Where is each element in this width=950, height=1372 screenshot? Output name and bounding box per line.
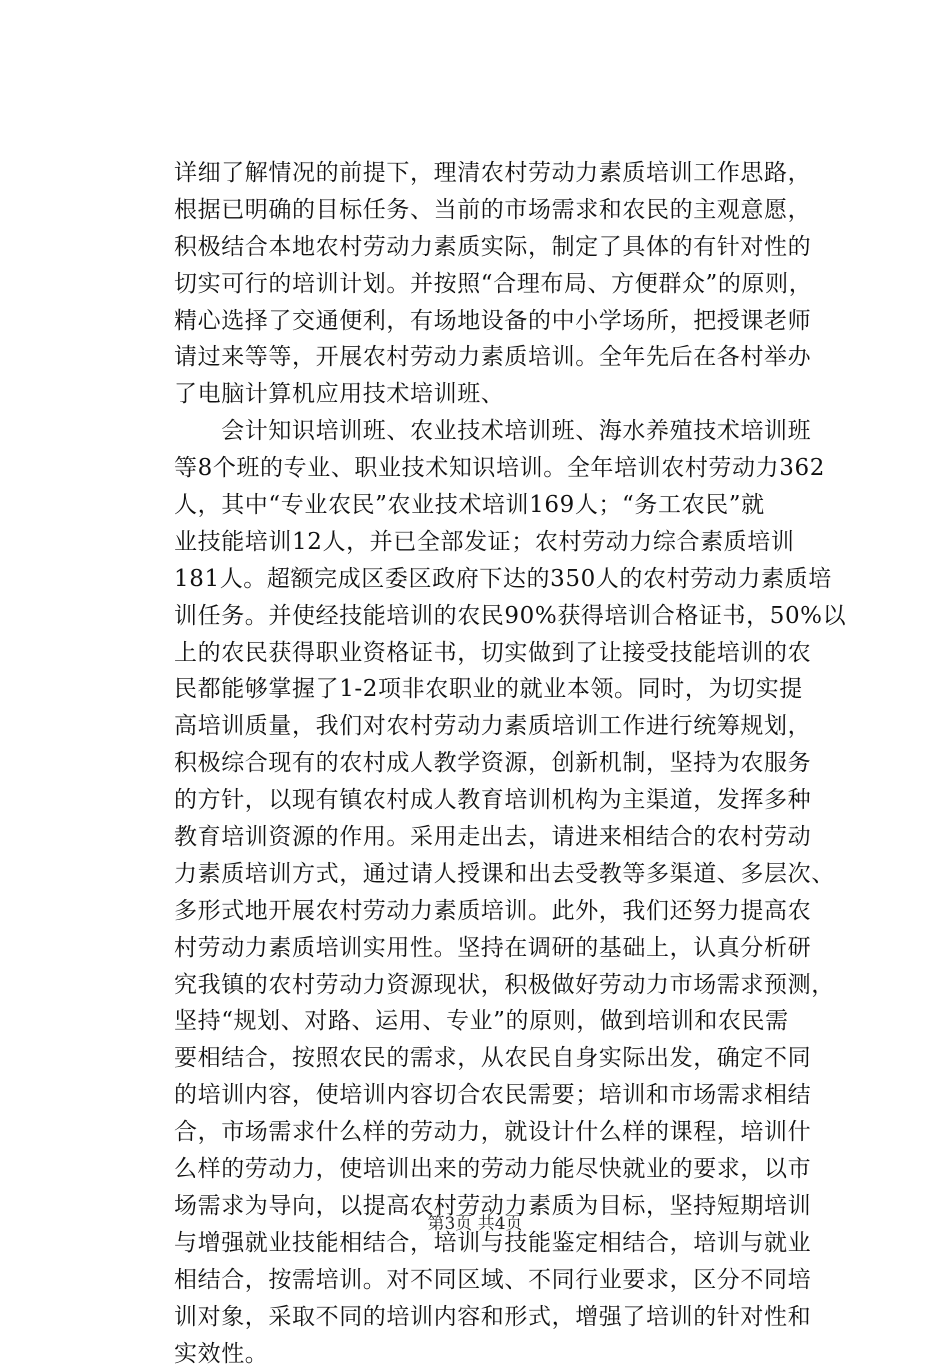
text-line: 与增强就业技能相结合，培训与技能鉴定相结合，培训与就业 bbox=[174, 1225, 824, 1262]
text-line: 高培训质量，我们对农村劳动力素质培训工作进行统筹规划， bbox=[174, 708, 824, 745]
text-line: 力素质培训方式，通过请人授课和出去受教等多渠道、多层次、 bbox=[174, 856, 824, 893]
text-line: 181人。超额完成区委区政府下达的350人的农村劳动力素质培 bbox=[174, 561, 824, 598]
text-line: 上的农民获得职业资格证书，切实做到了让接受技能培训的农 bbox=[174, 635, 824, 672]
text-line: 的培训内容，使培训内容切合农民需要；培训和市场需求相结 bbox=[174, 1077, 824, 1114]
text-line: 坚持“规划、对路、运用、专业”的原则，做到培训和农民需 bbox=[174, 1003, 824, 1040]
text-line: 场需求为导向，以提高农村劳动力素质为目标，坚持短期培训 bbox=[174, 1188, 824, 1225]
text-line: 民都能够掌握了1-2项非农职业的就业本领。同时，为切实提 bbox=[174, 671, 824, 708]
text-line: 了电脑计算机应用技术培训班、 bbox=[174, 376, 824, 413]
body-text bbox=[174, 155, 824, 1372]
text-line: 请过来等等，开展农村劳动力素质培训。全年先后在各村举办 bbox=[174, 339, 824, 376]
text-line: 根据已明确的目标任务、当前的市场需求和农民的主观意愿， bbox=[174, 192, 824, 229]
text-line: 训对象，采取不同的培训内容和形式，增强了培训的针对性和 bbox=[174, 1299, 824, 1336]
text-line: 要相结合，按照农民的需求，从农民自身实际出发，确定不同 bbox=[174, 1040, 824, 1077]
text-line: 实效性。 bbox=[174, 1336, 824, 1372]
text-line: 相结合，按需培训。对不同区域、不同行业要求，区分不同培 bbox=[174, 1262, 824, 1299]
text-line: 教育培训资源的作用。采用走出去，请进来相结合的农村劳动 bbox=[174, 819, 824, 856]
text-line: 合，市场需求什么样的劳动力，就设计什么样的课程，培训什 bbox=[174, 1114, 824, 1151]
text-line: 训任务。并使经技能培训的农民90%获得培训合格证书，50%以 bbox=[174, 598, 824, 635]
text-line: 会计知识培训班、农业技术培训班、海水养殖技术培训班 bbox=[174, 413, 824, 450]
text-line: 精心选择了交通便利，有场地设备的中小学场所，把授课老师 bbox=[174, 303, 824, 340]
text-line: 切实可行的培训计划。并按照“合理布局、方便群众”的原则， bbox=[174, 266, 824, 303]
text-line: 积极综合现有的农村成人教学资源，创新机制，坚持为农服务 bbox=[174, 745, 824, 782]
page-number-footer: 第3页 共4页 bbox=[0, 1214, 950, 1234]
text-line: 村劳动力素质培训实用性。坚持在调研的基础上，认真分析研 bbox=[174, 930, 824, 967]
text-line: 多形式地开展农村劳动力素质培训。此外，我们还努力提高农 bbox=[174, 893, 824, 930]
text-line: 究我镇的农村劳动力资源现状，积极做好劳动力市场需求预测， bbox=[174, 967, 824, 1004]
text-line: 详细了解情况的前提下，理清农村劳动力素质培训工作思路， bbox=[174, 155, 824, 192]
text-line: 人，其中“专业农民”农业技术培训169人；“务工农民”就 bbox=[174, 487, 824, 524]
text-line: 么样的劳动力，使培训出来的劳动力能尽快就业的要求，以市 bbox=[174, 1151, 824, 1188]
text-line: 的方针，以现有镇农村成人教育培训机构为主渠道，发挥多种 bbox=[174, 782, 824, 819]
text-line: 等8个班的专业、职业技术知识培训。全年培训农村劳动力362 bbox=[174, 450, 824, 487]
text-line: 积极结合本地农村劳动力素质实际，制定了具体的有针对性的 bbox=[174, 229, 824, 266]
text-line: 业技能培训12人，并已全部发证；农村劳动力综合素质培训 bbox=[174, 524, 824, 561]
